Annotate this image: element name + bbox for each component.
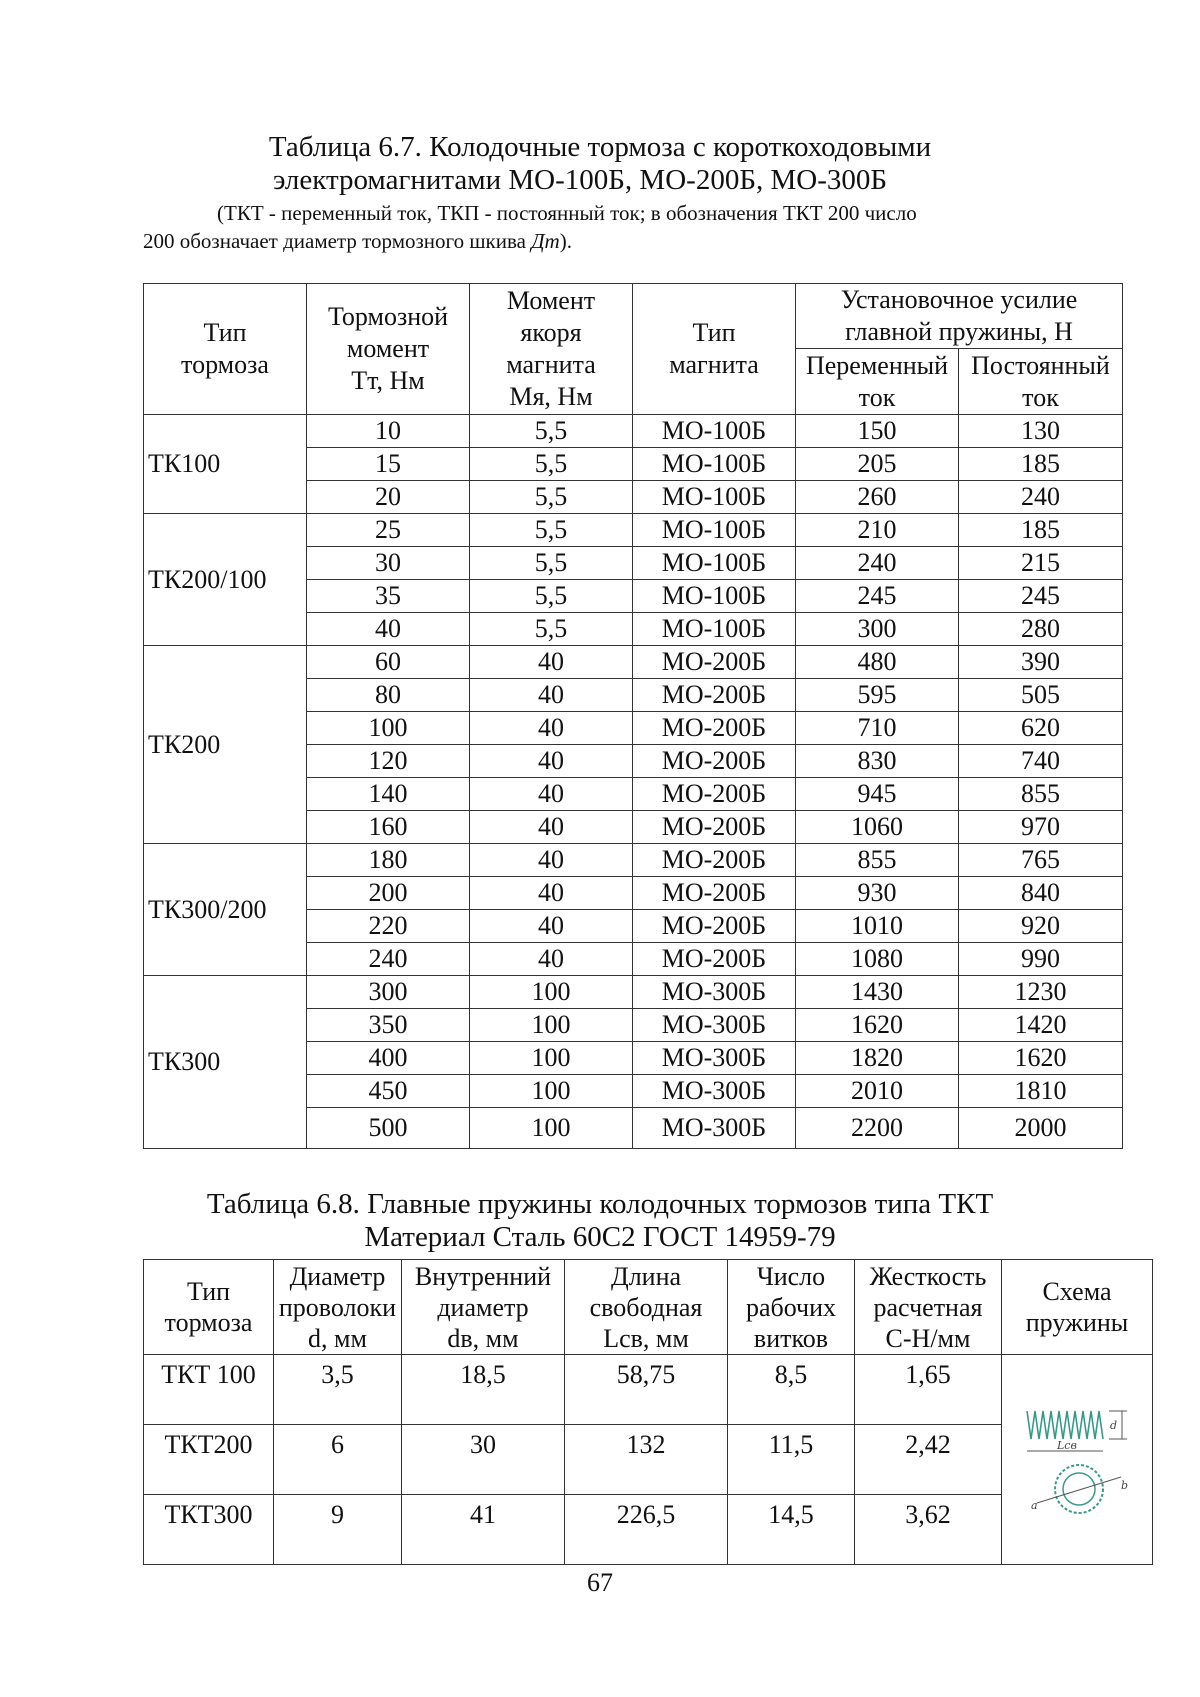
header-line: тормоза — [164, 1308, 253, 1337]
table-6-7-note-line1: (ТКТ - переменный ток, ТКП - постоянный ток; в обозначения ТКТ 200 число — [217, 201, 917, 225]
magnet-type-cell: МО-300Б — [633, 1042, 796, 1075]
dc-force-cell: 240 — [959, 481, 1123, 514]
dc-force-cell: 185 — [959, 448, 1123, 481]
ac-force-cell: 1820 — [796, 1042, 959, 1075]
table-6-7-note-line2 — [143, 228, 572, 255]
dc-force-cell: 390 — [959, 646, 1123, 679]
ac-force-cell: 480 — [796, 646, 959, 679]
b-label: b — [1121, 1479, 1129, 1492]
anchor-moment-cell: 100 — [470, 1108, 633, 1149]
torque-cell: 240 — [307, 943, 470, 976]
torque-cell: 30 — [307, 547, 470, 580]
torque-cell: 300 — [307, 976, 470, 1009]
header-line: Тормозной — [327, 302, 449, 331]
anchor-moment-cell: 5,5 — [470, 415, 633, 448]
anchor-moment-cell: 100 — [470, 976, 633, 1009]
header-line: витков — [753, 1323, 829, 1353]
magnet-type-cell: МО-300Б — [633, 1108, 796, 1149]
wire-diameter-cell: 3,5 — [274, 1355, 402, 1425]
table-row — [144, 646, 1123, 679]
brake-type-cell: ТК200 — [144, 646, 307, 844]
header-dc — [959, 349, 1123, 415]
header-line: Мя, Нм — [509, 382, 593, 411]
ac-force-cell: 2200 — [796, 1108, 959, 1149]
table-6-7 — [143, 283, 1123, 1149]
torque-cell: 500 — [307, 1108, 470, 1149]
table-row — [144, 844, 1123, 877]
wire-diameter-cell: 6 — [274, 1425, 402, 1495]
dc-force-cell: 280 — [959, 613, 1123, 646]
page-number: 67 — [587, 1568, 613, 1597]
table-6-8-title-line2: Материал Сталь 60С2 ГОСТ 14959-79 — [364, 1221, 836, 1253]
stiffness-cell: 3,62 — [855, 1495, 1002, 1565]
magnet-type-cell: МО-200Б — [633, 910, 796, 943]
spring-section-outer — [1055, 1465, 1103, 1513]
d-label: d — [1110, 1419, 1118, 1432]
dc-force-cell: 1620 — [959, 1042, 1123, 1075]
header-stiffness — [855, 1260, 1002, 1355]
ac-force-cell: 595 — [796, 679, 959, 712]
header-line: Lсв, мм — [603, 1323, 689, 1353]
magnet-type-cell: МО-300Б — [633, 976, 796, 1009]
table-6-7-title-line1: Таблица 6.7. Колодочные тормоза с короткоходовыми — [268, 131, 932, 163]
working-coils-cell: 14,5 — [728, 1495, 855, 1565]
header-line: dв, мм — [447, 1323, 519, 1353]
torque-cell: 20 — [307, 481, 470, 514]
dc-force-cell: 2000 — [959, 1108, 1123, 1149]
dimension-line — [1037, 1477, 1121, 1503]
header-line: Переменный — [805, 350, 949, 380]
magnet-type-cell: МО-100Б — [633, 580, 796, 613]
dc-force-cell: 130 — [959, 415, 1123, 448]
working-coils-cell: 11,5 — [728, 1425, 855, 1495]
note-text: 200 обозначает диаметр тормозного шкива — [143, 229, 532, 253]
table-row — [144, 1425, 1153, 1495]
header-spring-force — [796, 284, 1123, 349]
header-line: Схема — [1042, 1277, 1112, 1306]
stiffness-cell: 2,42 — [855, 1425, 1002, 1495]
header-line: d, мм — [308, 1323, 367, 1353]
note-end: ). — [559, 229, 572, 253]
header-line: Длина — [610, 1261, 682, 1291]
ac-force-cell: 150 — [796, 415, 959, 448]
dc-force-cell: 1810 — [959, 1075, 1123, 1108]
brake-type-cell: ТКТ 100 — [144, 1355, 274, 1425]
header-brake-type — [144, 1260, 274, 1355]
magnet-type-cell: МО-200Б — [633, 943, 796, 976]
header-spring-scheme — [1002, 1260, 1153, 1355]
anchor-moment-cell: 5,5 — [470, 613, 633, 646]
anchor-moment-cell: 5,5 — [470, 547, 633, 580]
ac-force-cell: 855 — [796, 844, 959, 877]
torque-cell: 10 — [307, 415, 470, 448]
anchor-moment-cell: 40 — [470, 877, 633, 910]
table-6-7-title-line2: электромагнитами МО-100Б, МО-200Б, МО-300Б — [272, 164, 888, 196]
torque-cell: 140 — [307, 778, 470, 811]
dc-force-cell: 505 — [959, 679, 1123, 712]
anchor-moment-cell: 40 — [470, 844, 633, 877]
header-line: рабочих — [745, 1292, 837, 1322]
anchor-moment-cell: 40 — [470, 811, 633, 844]
free-length-cell: 132 — [565, 1425, 728, 1495]
header-line: расчетная — [873, 1292, 983, 1322]
header-line: Тт, Нм — [351, 366, 425, 395]
brake-type-cell: ТК200/100 — [144, 514, 307, 646]
note-symbol: Дт — [531, 229, 560, 253]
spring-coil — [1027, 1411, 1103, 1439]
magnet-type-cell: МО-100Б — [633, 415, 796, 448]
header-line: магнита — [506, 350, 596, 379]
dc-force-cell: 920 — [959, 910, 1123, 943]
header-line: Жесткость — [869, 1261, 987, 1291]
magnet-type-cell: МО-100Б — [633, 481, 796, 514]
ac-force-cell: 1010 — [796, 910, 959, 943]
anchor-moment-cell: 5,5 — [470, 580, 633, 613]
magnet-type-cell: МО-100Б — [633, 613, 796, 646]
ac-force-cell: 260 — [796, 481, 959, 514]
header-line: Тип — [203, 318, 247, 347]
ac-force-cell: 945 — [796, 778, 959, 811]
header-line: главной пружины, Н — [845, 317, 1073, 346]
free-length-cell: 58,75 — [565, 1355, 728, 1425]
brake-type-cell: ТК100 — [144, 415, 307, 514]
torque-cell: 80 — [307, 679, 470, 712]
anchor-moment-cell: 5,5 — [470, 481, 633, 514]
table-6-8-title-line1: Таблица 6.8. Главные пружины колодочных тормозов типа ТКТ — [206, 1188, 994, 1220]
anchor-moment-cell: 100 — [470, 1075, 633, 1108]
header-line: Тип — [692, 318, 736, 347]
torque-cell: 180 — [307, 844, 470, 877]
dc-force-cell: 990 — [959, 943, 1123, 976]
table-row — [144, 976, 1123, 1009]
free-length-cell: 226,5 — [565, 1495, 728, 1565]
table-row — [144, 415, 1123, 448]
magnet-type-cell: МО-200Б — [633, 844, 796, 877]
header-line: свободная — [589, 1292, 703, 1322]
table-row — [144, 514, 1123, 547]
header-line: ток — [1022, 382, 1059, 412]
ac-force-cell: 1080 — [796, 943, 959, 976]
anchor-moment-cell: 5,5 — [470, 514, 633, 547]
inner-diameter-cell: 18,5 — [402, 1355, 565, 1425]
inner-diameter-cell: 41 — [402, 1495, 565, 1565]
ac-force-cell: 205 — [796, 448, 959, 481]
ac-force-cell: 710 — [796, 712, 959, 745]
anchor-moment-cell: 40 — [470, 778, 633, 811]
anchor-moment-cell: 40 — [470, 910, 633, 943]
table-6-8 — [143, 1259, 1153, 1565]
torque-cell: 25 — [307, 514, 470, 547]
header-inner-diameter — [402, 1260, 565, 1355]
table-row — [144, 1495, 1153, 1565]
a-label: a — [1031, 1499, 1038, 1512]
header-line: С-Н/мм — [885, 1323, 971, 1353]
header-line: Диаметр — [289, 1261, 386, 1291]
torque-cell: 60 — [307, 646, 470, 679]
magnet-type-cell: МО-200Б — [633, 679, 796, 712]
ac-force-cell: 1060 — [796, 811, 959, 844]
ac-force-cell: 300 — [796, 613, 959, 646]
inner-diameter-cell: 30 — [402, 1425, 565, 1495]
header-anchor-moment — [470, 284, 633, 415]
ac-force-cell: 245 — [796, 580, 959, 613]
torque-cell: 35 — [307, 580, 470, 613]
stiffness-cell: 1,65 — [855, 1355, 1002, 1425]
dc-force-cell: 185 — [959, 514, 1123, 547]
anchor-moment-cell: 40 — [470, 712, 633, 745]
header-wire-diameter — [274, 1260, 402, 1355]
spring-scheme-cell — [1002, 1355, 1153, 1565]
header-line: Установочное усилие — [840, 285, 1078, 314]
anchor-moment-cell: 40 — [470, 943, 633, 976]
torque-cell: 40 — [307, 613, 470, 646]
working-coils-cell: 8,5 — [728, 1355, 855, 1425]
dc-force-cell: 620 — [959, 712, 1123, 745]
brake-type-cell: ТКТ200 — [144, 1425, 274, 1495]
header-line: магнита — [669, 350, 759, 379]
brake-type-cell: ТК300/200 — [144, 844, 307, 976]
header-torque — [307, 284, 470, 415]
magnet-type-cell: МО-200Б — [633, 778, 796, 811]
header-line: диаметр — [437, 1292, 529, 1322]
header-brake-type — [144, 284, 307, 415]
header-line: Число — [756, 1261, 826, 1291]
dc-force-cell: 215 — [959, 547, 1123, 580]
header-free-length — [565, 1260, 728, 1355]
dc-force-cell: 855 — [959, 778, 1123, 811]
torque-cell: 200 — [307, 877, 470, 910]
wire-diameter-cell: 9 — [274, 1495, 402, 1565]
dc-force-cell: 765 — [959, 844, 1123, 877]
dc-force-cell: 740 — [959, 745, 1123, 778]
spring-diagram — [1017, 1381, 1137, 1531]
magnet-type-cell: МО-200Б — [633, 745, 796, 778]
magnet-type-cell: МО-100Б — [633, 448, 796, 481]
torque-cell: 15 — [307, 448, 470, 481]
header-line: проволоки — [278, 1292, 397, 1322]
brake-type-cell: ТКТ300 — [144, 1495, 274, 1565]
ac-force-cell: 2010 — [796, 1075, 959, 1108]
header-line: ток — [858, 382, 896, 412]
torque-cell: 220 — [307, 910, 470, 943]
torque-cell: 450 — [307, 1075, 470, 1108]
magnet-type-cell: МО-200Б — [633, 646, 796, 679]
torque-cell: 400 — [307, 1042, 470, 1075]
anchor-moment-cell: 40 — [470, 745, 633, 778]
brake-type-cell: ТК300 — [144, 976, 307, 1149]
header-magnet-type — [633, 284, 796, 415]
anchor-moment-cell: 5,5 — [470, 448, 633, 481]
header-line: момент — [346, 334, 430, 363]
ac-force-cell: 830 — [796, 745, 959, 778]
header-working-coils — [728, 1260, 855, 1355]
magnet-type-cell: МО-200Б — [633, 811, 796, 844]
magnet-type-cell: МО-100Б — [633, 547, 796, 580]
spring-section-inner — [1063, 1473, 1095, 1505]
dc-force-cell: 1420 — [959, 1009, 1123, 1042]
anchor-moment-cell: 100 — [470, 1042, 633, 1075]
anchor-moment-cell: 100 — [470, 1009, 633, 1042]
header-line: пружины — [1025, 1308, 1129, 1337]
header-line: тормоза — [181, 350, 269, 379]
header-ac — [796, 349, 959, 415]
dc-force-cell: 245 — [959, 580, 1123, 613]
torque-cell: 350 — [307, 1009, 470, 1042]
ac-force-cell: 210 — [796, 514, 959, 547]
magnet-type-cell: МО-200Б — [633, 877, 796, 910]
ac-force-cell: 1620 — [796, 1009, 959, 1042]
header-line: Тип — [186, 1277, 231, 1306]
magnet-type-cell: МО-200Б — [633, 712, 796, 745]
anchor-moment-cell: 40 — [470, 679, 633, 712]
torque-cell: 100 — [307, 712, 470, 745]
ac-force-cell: 240 — [796, 547, 959, 580]
header-line: якоря — [520, 318, 582, 347]
magnet-type-cell: МО-300Б — [633, 1075, 796, 1108]
header-line: Момент — [506, 286, 596, 315]
magnet-type-cell: МО-300Б — [633, 1009, 796, 1042]
dc-force-cell: 840 — [959, 877, 1123, 910]
length-label: Lсв — [1057, 1439, 1077, 1452]
header-line: Постоянный — [971, 350, 1110, 380]
ac-force-cell: 1430 — [796, 976, 959, 1009]
table-row — [144, 1355, 1153, 1425]
torque-cell: 160 — [307, 811, 470, 844]
magnet-type-cell: МО-100Б — [633, 514, 796, 547]
anchor-moment-cell: 40 — [470, 646, 633, 679]
dc-force-cell: 1230 — [959, 976, 1123, 1009]
dc-force-cell: 970 — [959, 811, 1123, 844]
torque-cell: 120 — [307, 745, 470, 778]
header-line: Внутренний — [414, 1261, 552, 1291]
ac-force-cell: 930 — [796, 877, 959, 910]
